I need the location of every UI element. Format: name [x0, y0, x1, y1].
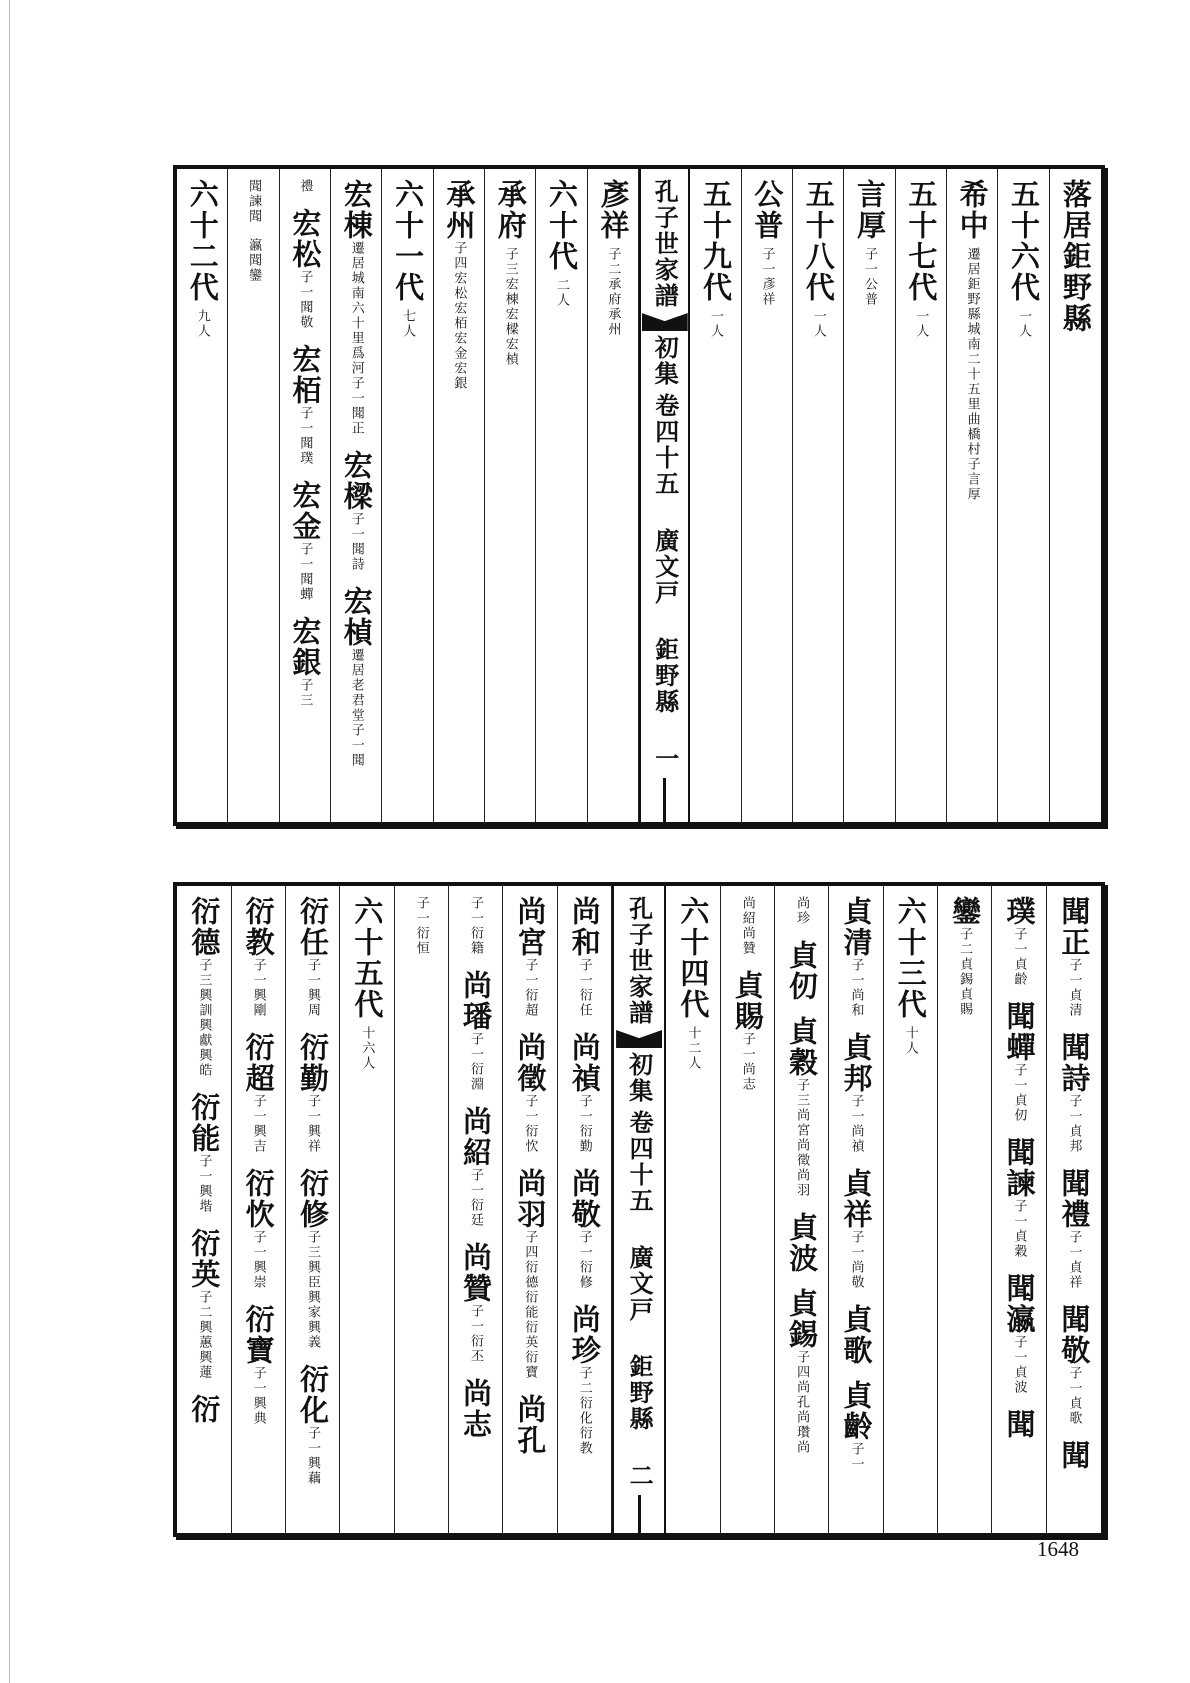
column-note: 一人: [810, 309, 826, 339]
entry-stack: [459, 896, 494, 1440]
person-name: 聞諫: [1002, 1137, 1037, 1199]
person-note: 子一興祥: [305, 1094, 321, 1154]
genealogy-entry: [1057, 896, 1092, 1018]
person-name: 鑾: [948, 896, 983, 927]
person-note: 子一衍任: [576, 958, 592, 1018]
person-note: 子一衍修: [576, 1230, 592, 1290]
genealogy-entry: [298, 179, 311, 194]
person-name: 尚敬: [567, 1168, 602, 1230]
person-note: 子一聞蟬: [297, 542, 313, 602]
column-heading: 希中: [955, 179, 990, 241]
person-name: 貞清: [839, 896, 874, 958]
person-name: 聞禮: [1057, 1168, 1092, 1230]
person-name: 衍英: [187, 1228, 222, 1290]
genealogy-entry: [442, 179, 477, 391]
genealogy-entry: [948, 896, 983, 1017]
column-heading: 公普: [750, 179, 785, 241]
text-column: [998, 169, 1049, 822]
text-column: [228, 169, 279, 822]
genealogy-entry: [241, 1032, 276, 1154]
genealogy-entry: [187, 1092, 222, 1214]
genealogy-page-top: [173, 165, 1105, 826]
genealogy-entry: [1002, 1001, 1037, 1123]
genealogy-entry: [513, 1394, 548, 1456]
text-column: [938, 886, 992, 1533]
text-column: [1047, 886, 1101, 1533]
person-name: 貞仞: [785, 940, 820, 1002]
person-note: 子一貞齡: [1011, 927, 1027, 987]
person-note: 子一衍忺: [522, 1094, 538, 1154]
genealogy-entry: [785, 1016, 820, 1198]
person-note: 子四宏松宏栢宏金宏銀: [451, 241, 467, 391]
book-title: 孔子世家譜: [624, 896, 654, 1026]
person-name: 衍寶: [241, 1304, 276, 1366]
person-note: 子一興周: [305, 958, 321, 1018]
genealogy-entry: [1002, 1273, 1037, 1395]
genealogy-entry: [415, 896, 428, 956]
genealogy-page-bottom: [173, 882, 1105, 1537]
person-note: 子一衍超: [522, 958, 538, 1018]
genealogy-entry: [513, 1168, 548, 1380]
text-column: [536, 169, 587, 822]
entry-stack: [415, 896, 428, 956]
text-column: [690, 169, 741, 822]
text-column: [721, 886, 775, 1533]
column-heading: 五十九代: [699, 179, 734, 303]
entry-stack: [339, 179, 374, 768]
column-note: 一人: [913, 309, 929, 339]
title-column: [612, 886, 666, 1533]
person-note: 子一興堦: [196, 1154, 212, 1214]
volume-meta: 卷四十五 廣文戸 鉅野縣 一: [650, 393, 680, 772]
person-note: 子一聞敬: [297, 270, 313, 330]
genealogy-entry: [459, 1242, 494, 1364]
genealogy-entry: [1002, 1137, 1037, 1259]
genealogy-entry: [785, 940, 820, 1002]
genealogy-entry: [339, 586, 374, 768]
text-column: [884, 886, 938, 1533]
text-column: [286, 886, 340, 1533]
person-name: 聞蟬: [1002, 1001, 1037, 1063]
genealogy-entry: [785, 1212, 820, 1274]
entry-stack: [1002, 896, 1037, 1440]
genealogy-entry: [241, 896, 276, 1018]
genealogy-entry: [1057, 1168, 1092, 1290]
person-note: 子三: [297, 678, 313, 708]
person-note: 尚珍: [794, 896, 810, 926]
person-note: 子一尚志: [739, 1032, 755, 1092]
person-name: 尚紹: [459, 1106, 494, 1168]
person-note: 子一貞穀: [1011, 1199, 1027, 1259]
person-note: 子一興吉: [250, 1094, 266, 1154]
scan-edge-line: [9, 0, 10, 1683]
person-note: 遷居老君堂子一聞: [348, 648, 364, 768]
genealogy-entry: [296, 1168, 331, 1350]
genealogy-entry: [567, 1304, 602, 1456]
genealogy-entry: [567, 896, 602, 1018]
genealogy-entry: [513, 1032, 548, 1154]
person-name: 貞穀: [785, 1016, 820, 1078]
column-note: 一人: [708, 309, 724, 339]
genealogy-entry: [567, 1032, 602, 1154]
entry-stack: [730, 896, 765, 1092]
person-name: 衍教: [241, 896, 276, 958]
person-note: 聞諫聞: [246, 179, 262, 224]
text-column: [177, 886, 231, 1533]
person-note: 子一聞璞: [297, 406, 313, 466]
entry-stack: [241, 896, 276, 1426]
text-column: [485, 169, 536, 822]
person-note: 子一衍丕: [468, 1304, 484, 1364]
genealogy-entry: [339, 179, 374, 436]
person-note: 子三興臣興家興義: [305, 1230, 321, 1350]
genealogy-entry: [839, 1304, 874, 1366]
volume-label: 初集: [650, 335, 680, 387]
genealogy-entry: [839, 896, 874, 1018]
person-note: 子一貞清: [1066, 958, 1082, 1018]
person-note: 子二興蕙興蓮: [196, 1290, 212, 1380]
column-note: 十二人: [685, 1026, 701, 1071]
person-name: 聞: [1057, 1440, 1092, 1471]
column-heading: 五十八代: [801, 179, 836, 303]
person-name: 衍能: [187, 1092, 222, 1154]
text-column: [382, 169, 433, 822]
fish-tail-mark: [642, 313, 688, 331]
person-note: 子一興崇: [250, 1230, 266, 1290]
person-note: 子三興訓興獻興皓: [196, 958, 212, 1078]
person-note: 子一尚敬: [848, 1230, 864, 1290]
genealogy-entry: [241, 1304, 276, 1426]
person-name: 尚徵: [513, 1032, 548, 1094]
text-column: [558, 886, 612, 1533]
genealogy-entry: [1002, 1409, 1037, 1440]
person-note: 子一貞祥: [1066, 1230, 1082, 1290]
column-note: 二人: [554, 278, 570, 308]
person-note: 子一衍恒: [413, 896, 429, 956]
person-name: 貞波: [785, 1212, 820, 1274]
genealogy-entry: [296, 896, 331, 1018]
page-number: 1648: [1037, 1537, 1079, 1561]
person-note: 子一興剛: [250, 958, 266, 1018]
genealogy-entry: [1002, 896, 1037, 987]
text-column: [331, 169, 382, 822]
person-note: 禮: [297, 179, 313, 194]
genealogy-entry: [247, 179, 260, 224]
genealogy-entry: [1057, 1304, 1092, 1426]
genealogy-entry: [296, 1364, 331, 1486]
person-name: 衍忺: [241, 1168, 276, 1230]
column-note: 子一公普: [862, 247, 878, 307]
person-note: 遷居城南六十里爲河子一聞正: [348, 241, 364, 436]
entry-stack: [296, 896, 331, 1486]
genealogy-entry: [839, 1380, 874, 1472]
person-name: 尚志: [459, 1378, 494, 1440]
person-note: 瀛聞鑾: [246, 238, 262, 283]
genealogy-entry: [839, 1168, 874, 1290]
genealogy-entry: [730, 970, 765, 1092]
genealogy-entry: [1057, 1032, 1092, 1154]
person-name: 尚孔: [513, 1394, 548, 1456]
column-note: 十六人: [359, 1026, 375, 1071]
genealogy-entry: [339, 450, 374, 572]
person-name: 貞錫: [785, 1288, 820, 1350]
column-heading: 六十四代: [676, 896, 711, 1020]
text-column: [666, 886, 720, 1533]
entry-stack: [785, 896, 820, 1455]
person-name: 尚璠: [459, 970, 494, 1032]
genealogy-entry: [288, 208, 323, 330]
person-note: 子一衍淵: [468, 1032, 484, 1092]
volume-meta: 卷四十五 廣文戸 鉅野縣 二: [625, 1110, 655, 1489]
genealogy-entry: [459, 1378, 494, 1440]
genealogy-entry: [288, 344, 323, 466]
genealogy-entry: [187, 1394, 222, 1425]
entry-stack: [948, 896, 983, 1017]
person-note: 子四衍德衍能衍英衍寶: [522, 1230, 538, 1380]
person-note: 子一興藕: [305, 1426, 321, 1486]
person-name: 聞: [1002, 1409, 1037, 1440]
person-note: 子一尚禎: [848, 1094, 864, 1154]
text-column: [844, 169, 895, 822]
person-note: 子一貞邦: [1066, 1094, 1082, 1154]
text-column: [503, 886, 557, 1533]
entry-stack: [247, 179, 260, 283]
entry-stack: [187, 896, 222, 1425]
person-name: 聞正: [1057, 896, 1092, 958]
person-note: 子一貞波: [1011, 1335, 1027, 1395]
person-note: 子一聞詩: [348, 512, 364, 572]
entry-stack: [1057, 896, 1092, 1471]
column-note: 一人: [1016, 309, 1031, 339]
genealogy-entry: [459, 1106, 494, 1228]
person-name: 聞瀛: [1002, 1273, 1037, 1335]
genealogy-entry: [187, 1228, 222, 1380]
person-name: 衍: [187, 1394, 222, 1425]
genealogy-entry: [741, 896, 754, 956]
person-note: 子三尚宮尚徵尚羽: [794, 1078, 810, 1198]
column-heading: 六十代: [545, 179, 580, 272]
column-note: 子二承府承州: [605, 247, 621, 337]
person-note: 子一貞歌: [1066, 1366, 1082, 1426]
column-heading: 六十三代: [893, 896, 928, 1020]
person-name: 尚珍: [567, 1304, 602, 1366]
text-column: [896, 169, 947, 822]
title-column: [639, 169, 690, 822]
column-heading: 彥祥: [596, 179, 631, 241]
person-name: 尚贊: [459, 1242, 494, 1304]
genealogy-entry: [288, 480, 323, 602]
person-note: 子一興典: [250, 1366, 266, 1426]
genealogy-entry: [459, 970, 494, 1092]
person-name: 尚羽: [513, 1168, 548, 1230]
person-note: 子一衍勤: [576, 1094, 592, 1154]
person-name: 宏棟: [339, 179, 374, 241]
text-column: [947, 169, 998, 822]
column-heading: 五十六代: [1007, 179, 1041, 303]
entry-stack: [288, 179, 323, 708]
columns-top: [177, 169, 1101, 822]
genealogy-entry: [795, 896, 808, 926]
genealogy-entry: [567, 1168, 602, 1290]
person-note: 子一: [848, 1442, 864, 1472]
person-name: 衍德: [187, 896, 222, 958]
person-name: 衍超: [241, 1032, 276, 1094]
text-column: [177, 169, 228, 822]
person-note: 尚紹尚贊: [739, 896, 755, 956]
column-note: 七人: [400, 309, 416, 339]
entry-stack: [442, 179, 477, 391]
genealogy-entry: [241, 1168, 276, 1290]
text-column: [449, 886, 503, 1533]
text-column: [829, 886, 883, 1533]
text-column: [742, 169, 793, 822]
person-name: 璞: [1002, 896, 1037, 927]
person-name: 宏楨: [339, 586, 374, 648]
person-name: 尚禎: [567, 1032, 602, 1094]
text-column: [775, 886, 829, 1533]
person-name: 貞齡: [839, 1380, 874, 1442]
genealogy-entry: [513, 896, 548, 1018]
person-name: 宏銀: [288, 616, 323, 678]
person-name: 貞邦: [839, 1032, 874, 1094]
column-note: 子三宏棟宏樑宏楨: [502, 247, 518, 367]
text-column: [434, 169, 485, 822]
person-name: 衍化: [296, 1364, 331, 1426]
person-name: 衍修: [296, 1168, 331, 1230]
column-heading: 承府: [493, 179, 528, 241]
person-note: 子一衍籍: [468, 896, 484, 956]
person-name: 宏金: [288, 480, 323, 542]
column-heading: 六十五代: [350, 896, 385, 1020]
column-note: 子一彥祥: [759, 247, 775, 307]
genealogy-entry: [469, 896, 482, 956]
column-heading: 落居鉅野縣: [1058, 179, 1093, 334]
column-heading: 六十二代: [185, 179, 220, 303]
column-note: 九人: [194, 309, 210, 339]
person-name: 宏松: [288, 208, 323, 270]
person-name: 尚和: [567, 896, 602, 958]
text-column: [992, 886, 1046, 1533]
text-column: [340, 886, 394, 1533]
text-column: [395, 886, 449, 1533]
text-column: [280, 169, 331, 822]
person-name: 貞歌: [839, 1304, 874, 1366]
book-title: 孔子世家譜: [650, 179, 680, 309]
person-note: 子一尚和: [848, 958, 864, 1018]
person-name: 宏樑: [339, 450, 374, 512]
genealogy-entry: [1057, 1440, 1092, 1471]
person-name: 貞祥: [839, 1168, 874, 1230]
genealogy-entry: [839, 1032, 874, 1154]
column-note: 遷居鉅野縣城南二十五里曲橋村子言厚: [964, 247, 980, 502]
person-name: 貞賜: [730, 970, 765, 1032]
column-heading: 五十七代: [904, 179, 939, 303]
person-name: 聞詩: [1057, 1032, 1092, 1094]
genealogy-entry: [187, 896, 222, 1078]
person-name: 尚宮: [513, 896, 548, 958]
genealogy-entry: [288, 616, 323, 708]
column-heading: 六十一代: [391, 179, 426, 303]
columns-bottom: [177, 886, 1101, 1533]
person-note: 子一衍廷: [468, 1168, 484, 1228]
volume-label: 初集: [624, 1052, 654, 1104]
person-name: 承州: [442, 179, 477, 241]
genealogy-entry: [247, 238, 260, 283]
person-note: 子四尚孔尚瓚尚: [794, 1350, 810, 1455]
person-note: 子一貞仞: [1011, 1063, 1027, 1123]
person-note: 子二貞錫貞賜: [957, 927, 973, 1017]
genealogy-entry: [296, 1032, 331, 1154]
entry-stack: [513, 896, 548, 1456]
fish-tail-mark: [616, 1030, 662, 1048]
column-note: 十人: [902, 1026, 918, 1056]
person-name: 衍勤: [296, 1032, 331, 1094]
genealogy-entry: [785, 1288, 820, 1455]
text-column: [232, 886, 286, 1533]
person-name: 聞敬: [1057, 1304, 1092, 1366]
person-name: 衍任: [296, 896, 331, 958]
person-note: 子二衍化衍教: [576, 1366, 592, 1456]
center-rule: [638, 1495, 641, 1533]
text-column: [588, 169, 639, 822]
text-column: [793, 169, 844, 822]
entry-stack: [567, 896, 602, 1456]
text-column: [1050, 169, 1101, 822]
person-name: 宏栢: [288, 344, 323, 406]
entry-stack: [839, 896, 874, 1472]
column-heading: 言厚: [853, 179, 888, 241]
center-rule: [663, 778, 666, 822]
